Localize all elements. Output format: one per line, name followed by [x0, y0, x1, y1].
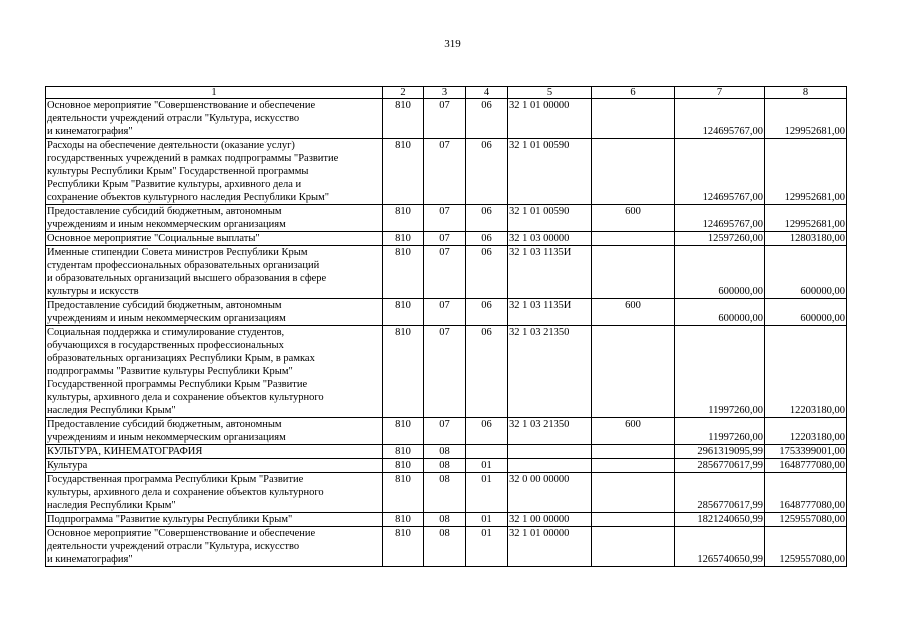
row-subsection: 06: [466, 326, 508, 418]
row-target-article: 32 0 00 00000: [508, 473, 592, 513]
row-amount-1: 600000,00: [675, 246, 765, 299]
table-row: [46, 445, 847, 459]
row-name: Основное мероприятие "Совершенствование и обеспечение деятельности учреждений отрасли "Культура, искусство и кинематография": [46, 99, 383, 139]
row-subsection: 01: [466, 513, 508, 527]
table-row: [46, 205, 847, 232]
column-header-2: 2: [383, 87, 424, 99]
row-amount-1: 1821240650,99: [675, 513, 765, 527]
row-amount-2: 1648777080,00: [765, 459, 847, 473]
budget-table-body: [46, 99, 847, 567]
row-amount-1: 11997260,00: [675, 326, 765, 418]
row-amount-2: 1753399001,00: [765, 445, 847, 459]
table-row: [46, 459, 847, 473]
table-row: [46, 527, 847, 567]
page-number: 319: [444, 38, 461, 50]
row-admin-code: 810: [383, 527, 424, 567]
row-subsection: 06: [466, 139, 508, 205]
row-name: Именные стипендии Совета министров Республики Крым студентам профессиональных образовательных организаций и образовательных организаций высшего образования в сфере культуры и искусств: [46, 246, 383, 299]
row-expense-type: [592, 513, 675, 527]
row-name: Основное мероприятие "Социальные выплаты": [46, 232, 383, 246]
row-admin-code: 810: [383, 299, 424, 326]
row-target-article: 32 1 01 00590: [508, 139, 592, 205]
row-admin-code: 810: [383, 513, 424, 527]
row-amount-2: 1259557080,00: [765, 527, 847, 567]
row-name: Предоставление субсидий бюджетным, автономным учреждениям и иным некоммерческим организациям: [46, 418, 383, 445]
row-admin-code: 810: [383, 418, 424, 445]
row-section: 07: [424, 418, 466, 445]
column-header-3: 3: [424, 87, 466, 99]
row-name: КУЛЬТУРА, КИНЕМАТОГРАФИЯ: [46, 445, 383, 459]
row-amount-1: 600000,00: [675, 299, 765, 326]
row-amount-2: 129952681,00: [765, 205, 847, 232]
budget-table: [45, 86, 847, 567]
row-name: Государственная программа Республики Крым "Развитие культуры, архивного дела и сохранение объектов культурного наследия Республики Крым": [46, 473, 383, 513]
row-expense-type: 600: [592, 299, 675, 326]
row-target-article: 32 1 01 00000: [508, 99, 592, 139]
row-section: 07: [424, 299, 466, 326]
row-section: 08: [424, 513, 466, 527]
row-section: 07: [424, 205, 466, 232]
table-row: [46, 473, 847, 513]
row-admin-code: 810: [383, 246, 424, 299]
row-name: Предоставление субсидий бюджетным, автономным учреждениям и иным некоммерческим организациям: [46, 205, 383, 232]
row-admin-code: 810: [383, 139, 424, 205]
column-header-1: 1: [46, 87, 383, 99]
row-expense-type: [592, 445, 675, 459]
row-section: 08: [424, 459, 466, 473]
row-admin-code: 810: [383, 459, 424, 473]
row-amount-2: 129952681,00: [765, 99, 847, 139]
row-section: 08: [424, 527, 466, 567]
table-row: [46, 99, 847, 139]
row-admin-code: 810: [383, 232, 424, 246]
row-expense-type: [592, 473, 675, 513]
row-section: 07: [424, 326, 466, 418]
row-expense-type: 600: [592, 205, 675, 232]
row-target-article: 32 1 03 21350: [508, 418, 592, 445]
row-target-article: [508, 445, 592, 459]
row-target-article: 32 1 03 1135И: [508, 246, 592, 299]
row-subsection: 06: [466, 299, 508, 326]
row-amount-1: 11997260,00: [675, 418, 765, 445]
row-amount-1: 124695767,00: [675, 205, 765, 232]
row-admin-code: 810: [383, 473, 424, 513]
row-name: Основное мероприятие "Совершенствование и обеспечение деятельности учреждений отрасли "Культура, искусство и кинематография": [46, 527, 383, 567]
row-section: 08: [424, 473, 466, 513]
table-row: [46, 299, 847, 326]
row-amount-2: 12203180,00: [765, 326, 847, 418]
row-target-article: 32 1 03 1135И: [508, 299, 592, 326]
row-subsection: 06: [466, 232, 508, 246]
table-row: [46, 139, 847, 205]
row-target-article: 32 1 00 00000: [508, 513, 592, 527]
column-header-8: 8: [765, 87, 847, 99]
row-expense-type: [592, 232, 675, 246]
row-admin-code: 810: [383, 205, 424, 232]
column-header-7: 7: [675, 87, 765, 99]
row-admin-code: 810: [383, 445, 424, 459]
row-subsection: 06: [466, 205, 508, 232]
row-name: Культура: [46, 459, 383, 473]
row-amount-1: 124695767,00: [675, 139, 765, 205]
row-amount-1: 12597260,00: [675, 232, 765, 246]
row-amount-1: 2856770617,99: [675, 473, 765, 513]
row-amount-2: 1648777080,00: [765, 473, 847, 513]
table-row: [46, 326, 847, 418]
row-amount-2: 1259557080,00: [765, 513, 847, 527]
column-header-4: 4: [466, 87, 508, 99]
row-amount-1: 1265740650,99: [675, 527, 765, 567]
table-row: [46, 418, 847, 445]
column-header-5: 5: [508, 87, 592, 99]
row-expense-type: [592, 326, 675, 418]
row-name: Социальная поддержка и стимулирование студентов, обучающихся в государственных профессиональных образовательных организациях Республики Крым, в рамках подпрограммы "Развитие культуры Республики Крым" Государственной программы Республики Крым "Развитие культуры, архивного дела и сохранение объектов культурного наследия Республики Крым": [46, 326, 383, 418]
row-target-article: [508, 459, 592, 473]
row-amount-1: 2961319095,99: [675, 445, 765, 459]
row-expense-type: [592, 139, 675, 205]
row-amount-2: 12803180,00: [765, 232, 847, 246]
row-subsection: [466, 445, 508, 459]
row-expense-type: [592, 246, 675, 299]
row-section: 08: [424, 445, 466, 459]
row-amount-1: 2856770617,99: [675, 459, 765, 473]
row-target-article: 32 1 03 21350: [508, 326, 592, 418]
column-header-6: 6: [592, 87, 675, 99]
row-amount-2: 12203180,00: [765, 418, 847, 445]
row-target-article: 32 1 01 00590: [508, 205, 592, 232]
row-admin-code: 810: [383, 99, 424, 139]
row-subsection: 06: [466, 99, 508, 139]
row-name: Расходы на обеспечение деятельности (оказание услуг) государственных учреждений в рамках подпрограммы "Развитие культуры Республики Крым" Государственной программы Республики Крым "Развитие культуры, архивного дела и сохранение объектов культурного наследия Республики Крым": [46, 139, 383, 205]
row-name: Предоставление субсидий бюджетным, автономным учреждениям и иным некоммерческим организациям: [46, 299, 383, 326]
row-admin-code: 810: [383, 326, 424, 418]
row-expense-type: [592, 527, 675, 567]
row-target-article: 32 1 01 00000: [508, 527, 592, 567]
row-subsection: 06: [466, 246, 508, 299]
row-expense-type: [592, 99, 675, 139]
row-section: 07: [424, 246, 466, 299]
table-header-row: [46, 87, 847, 99]
table-row: [46, 232, 847, 246]
row-amount-1: 124695767,00: [675, 99, 765, 139]
table-row: [46, 246, 847, 299]
row-expense-type: [592, 459, 675, 473]
row-section: 07: [424, 99, 466, 139]
row-section: 07: [424, 232, 466, 246]
row-target-article: 32 1 03 00000: [508, 232, 592, 246]
row-subsection: 01: [466, 473, 508, 513]
row-amount-2: 600000,00: [765, 246, 847, 299]
row-subsection: 01: [466, 459, 508, 473]
table-row: [46, 513, 847, 527]
row-expense-type: 600: [592, 418, 675, 445]
row-amount-2: 129952681,00: [765, 139, 847, 205]
row-subsection: 06: [466, 418, 508, 445]
row-amount-2: 600000,00: [765, 299, 847, 326]
row-section: 07: [424, 139, 466, 205]
row-subsection: 01: [466, 527, 508, 567]
row-name: Подпрограмма "Развитие культуры Республики Крым": [46, 513, 383, 527]
